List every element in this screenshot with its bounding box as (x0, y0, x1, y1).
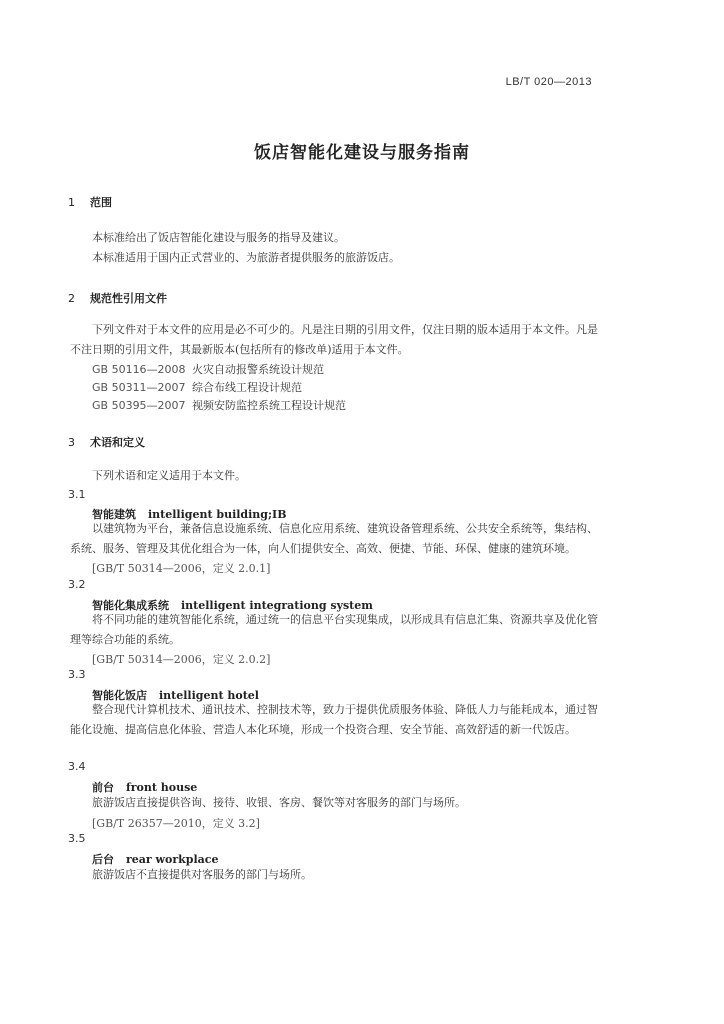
term-en: rear workplace (126, 853, 219, 866)
section-title: 术语和定义 (90, 436, 145, 449)
term-source: [GB/T 50314—2006，定义 2.0.2] (92, 653, 271, 666)
term-en: front house (126, 781, 198, 794)
term-definition: 整合现代计算机技术、通讯技术、控制技术等，致力于提供优质服务体验、降低人力与能耗成本，通过智能化设施、提高信息化体验、营造人本化环境，形成一个投资合理、安全节能、高效舒适的新一代饭店。 (70, 703, 598, 736)
term-cn: 智能化集成系统 (92, 599, 169, 612)
reference-code: GB 50116—2008 (92, 363, 186, 376)
term-number: 3.3 (68, 668, 86, 681)
term-source: [GB/T 50314—2006，定义 2.0.1] (92, 562, 271, 575)
section-number: 3 (68, 436, 75, 449)
reference-title: 综合布线工程设计规范 (192, 381, 302, 394)
term-cn: 后台 (92, 853, 114, 866)
section-1-heading (68, 194, 112, 210)
term-cn: 智能化饭店 (92, 689, 147, 702)
reference-row (92, 396, 346, 416)
term-number: 3.2 (68, 578, 86, 591)
paragraph: 下列文件对于本文件的应用是必不可少的。凡是注日期的引用文件，仅注日期的版本适用于本文件。凡是不注日期的引用文件，其最新版本(包括所有的修改单)适用于本文件。 (70, 323, 598, 356)
section-number: 2 (68, 292, 75, 305)
section-number: 1 (68, 196, 75, 209)
term-number: 3.4 (68, 760, 86, 773)
term-en: intelligent building;IB (148, 508, 287, 521)
term-source: [GB/T 26357—2010，定义 3.2] (92, 817, 260, 830)
section-title: 规范性引用文件 (90, 292, 167, 305)
document-title: 饭店智能化建设与服务指南 (254, 143, 470, 163)
standard-code: LB/T 020—2013 (505, 76, 592, 88)
reference-row (92, 378, 302, 398)
section-title: 范围 (90, 196, 112, 209)
paragraph: 本标准适用于国内正式营业的、为旅游者提供服务的旅游饭店。 (92, 251, 400, 264)
reference-title: 火灾自动报警系统设计规范 (192, 363, 324, 376)
term-en: intelligent hotel (159, 689, 259, 702)
reference-row (92, 360, 324, 380)
section-3-heading (68, 434, 145, 450)
term-definition: 将不同功能的建筑智能化系统，通过统一的信息平台实现集成，以形成具有信息汇集、资源共享及优化管理等综合功能的系统。 (70, 613, 598, 646)
reference-title: 视频安防监控系统工程设计规范 (192, 399, 346, 412)
term-definition: 旅游饭店直接提供咨询、接待、收银、客房、餐饮等对客服务的部门与场所。 (92, 796, 466, 809)
reference-code: GB 50395—2007 (92, 399, 186, 412)
term-definition: 以建筑物为平台，兼备信息设施系统、信息化应用系统、建筑设备管理系统、公共安全系统等，集结构、系统、服务、管理及其优化组合为一体，向人们提供安全、高效、便捷、节能、环保、健康的建筑环境。 (70, 522, 598, 555)
paragraph: 本标准给出了饭店智能化建设与服务的指导及建议。 (92, 231, 345, 244)
section-2-heading (68, 290, 167, 306)
term-en: intelligent integrationg system (181, 599, 373, 612)
term-number: 3.5 (68, 832, 86, 845)
term-cn: 智能建筑 (92, 508, 136, 521)
term-cn: 前台 (92, 781, 114, 794)
term-number: 3.1 (68, 488, 86, 501)
term-definition: 旅游饭店不直接提供对客服务的部门与场所。 (92, 868, 312, 881)
paragraph: 下列术语和定义适用于本文件。 (92, 469, 246, 482)
reference-code: GB 50311—2007 (92, 381, 186, 394)
